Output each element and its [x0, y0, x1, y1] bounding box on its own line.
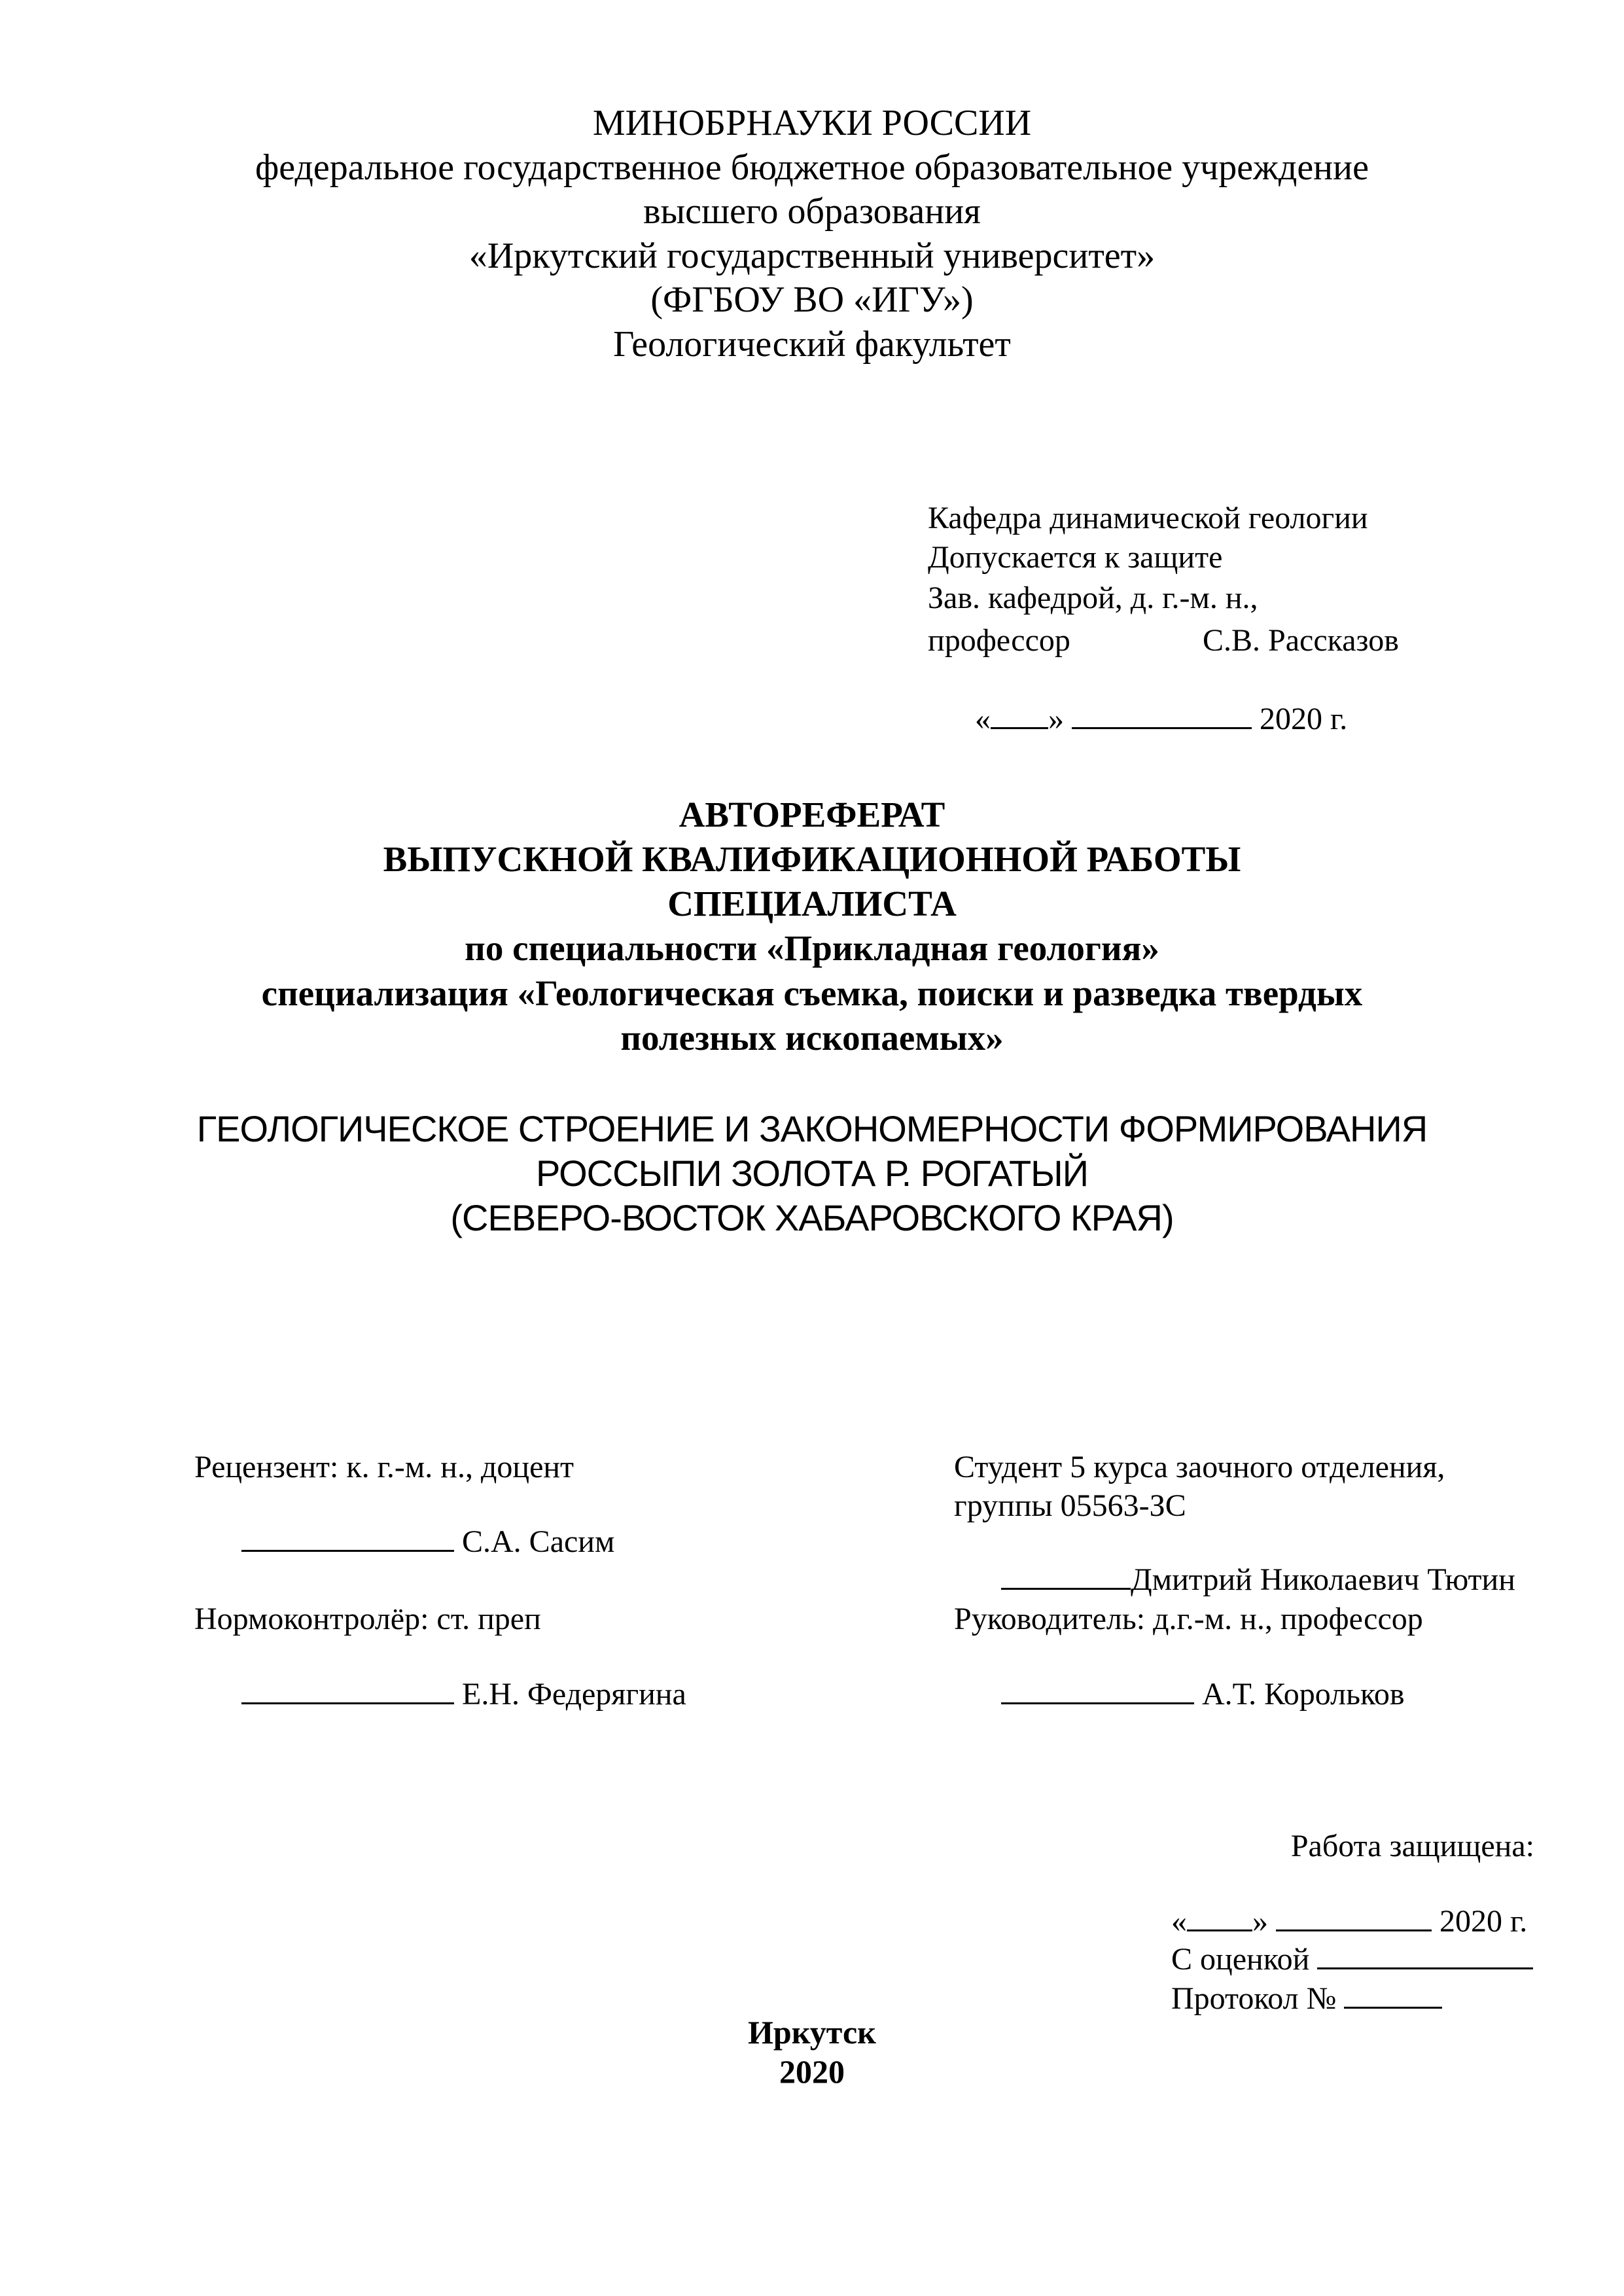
department-line: Кафедра динамической геологии	[928, 501, 1368, 535]
university-name-line: «Иркутский государственный университет»	[468, 236, 1156, 276]
date-close-quote: »	[1048, 702, 1064, 737]
norm-controller-role: Нормоконтролёр: ст. преп	[194, 1602, 541, 1636]
defense-close-quote: »	[1252, 1904, 1268, 1939]
work-type-line: ВЫПУСКНОЙ КВАЛИФИКАЦИОННОЙ РАБОТЫ	[383, 839, 1241, 879]
defense-label: Работа защищена:	[1290, 1829, 1534, 1863]
head-title-line: Зав. кафедрой, д. г.-м. н.,	[928, 581, 1258, 615]
norm-controller-name: Е.Н. Федерягина	[462, 1677, 686, 1712]
admitted-line: Допускается к защите	[928, 540, 1223, 575]
education-level-line: высшего образования	[643, 191, 981, 232]
topic-line-3: (СЕВЕРО-ВОСТОК ХАБАРОВСКОГО КРАЯ)	[450, 1197, 1174, 1238]
supervisor-role: Руководитель: д.г.-м. н., профессор	[954, 1602, 1423, 1636]
student-group: группы 05563-ЗС	[954, 1488, 1186, 1523]
specialization-line-2: полезных ископаемых»	[620, 1018, 1004, 1058]
defense-open-quote: «	[1171, 1904, 1187, 1939]
doc-type-line: АВТОРЕФЕРАТ	[679, 795, 945, 834]
student-role: Студент 5 курса заочного отделения,	[954, 1450, 1445, 1484]
approval-date-line	[928, 668, 1347, 766]
protocol-number-field[interactable]	[1344, 1979, 1442, 2009]
city: Иркутск	[748, 2014, 876, 2051]
reviewer-name: С.А. Сасим	[462, 1524, 615, 1560]
institution-type-line: федеральное государственное бюджетное образовательное учреждение	[255, 147, 1369, 188]
supervisor-sign-line	[954, 1643, 1405, 1742]
faculty-line: Геологический факультет	[613, 324, 1011, 365]
topic-line-2: РОССЫПИ ЗОЛОТА Р. РОГАТЫЙ	[535, 1153, 1089, 1194]
student-signature-field[interactable]	[1001, 1560, 1131, 1590]
defense-year: 2020 г.	[1439, 1904, 1528, 1939]
norm-controller-sign-line	[194, 1643, 686, 1742]
grade-label: С оценкой	[1171, 1942, 1310, 1977]
topic-line-1: ГЕОЛОГИЧЕСКОЕ СТРОЕНИЕ И ЗАКОНОМЕРНОСТИ ФОРМИРОВАНИЯ	[196, 1108, 1428, 1149]
degree-line: СПЕЦИАЛИСТА	[667, 884, 957, 924]
supervisor-name: А.Т. Корольков	[1202, 1677, 1405, 1712]
student-name: Дмитрий Николаевич Тютин	[1131, 1562, 1515, 1598]
day-blank-field[interactable]	[991, 699, 1048, 729]
reviewer-role: Рецензент: к. г.-м. н., доцент	[194, 1450, 574, 1484]
month-blank-field[interactable]	[1072, 699, 1252, 729]
university-abbrev-line: (ФГБОУ ВО «ИГУ»)	[650, 279, 974, 320]
reviewer-signature-field[interactable]	[241, 1522, 454, 1552]
supervisor-signature-field[interactable]	[1001, 1674, 1194, 1704]
protocol-label: Протокол №	[1171, 1981, 1337, 2017]
speciality-line: по специальности «Прикладная геология»	[465, 928, 1159, 968]
date-open-quote: «	[975, 702, 991, 737]
year: 2020	[779, 2053, 845, 2090]
reviewer-sign-line	[194, 1490, 614, 1589]
head-position: профессор	[928, 623, 1070, 658]
specialization-line: специализация «Геологическая съемка, поиски и разведка твердых	[261, 973, 1363, 1013]
ministry-line: МИНОБРНАУКИ РОССИИ	[592, 103, 1032, 143]
head-name: С.В. Рассказов	[1203, 623, 1399, 658]
norm-controller-signature-field[interactable]	[241, 1674, 454, 1704]
approval-year: 2020 г.	[1260, 702, 1348, 737]
